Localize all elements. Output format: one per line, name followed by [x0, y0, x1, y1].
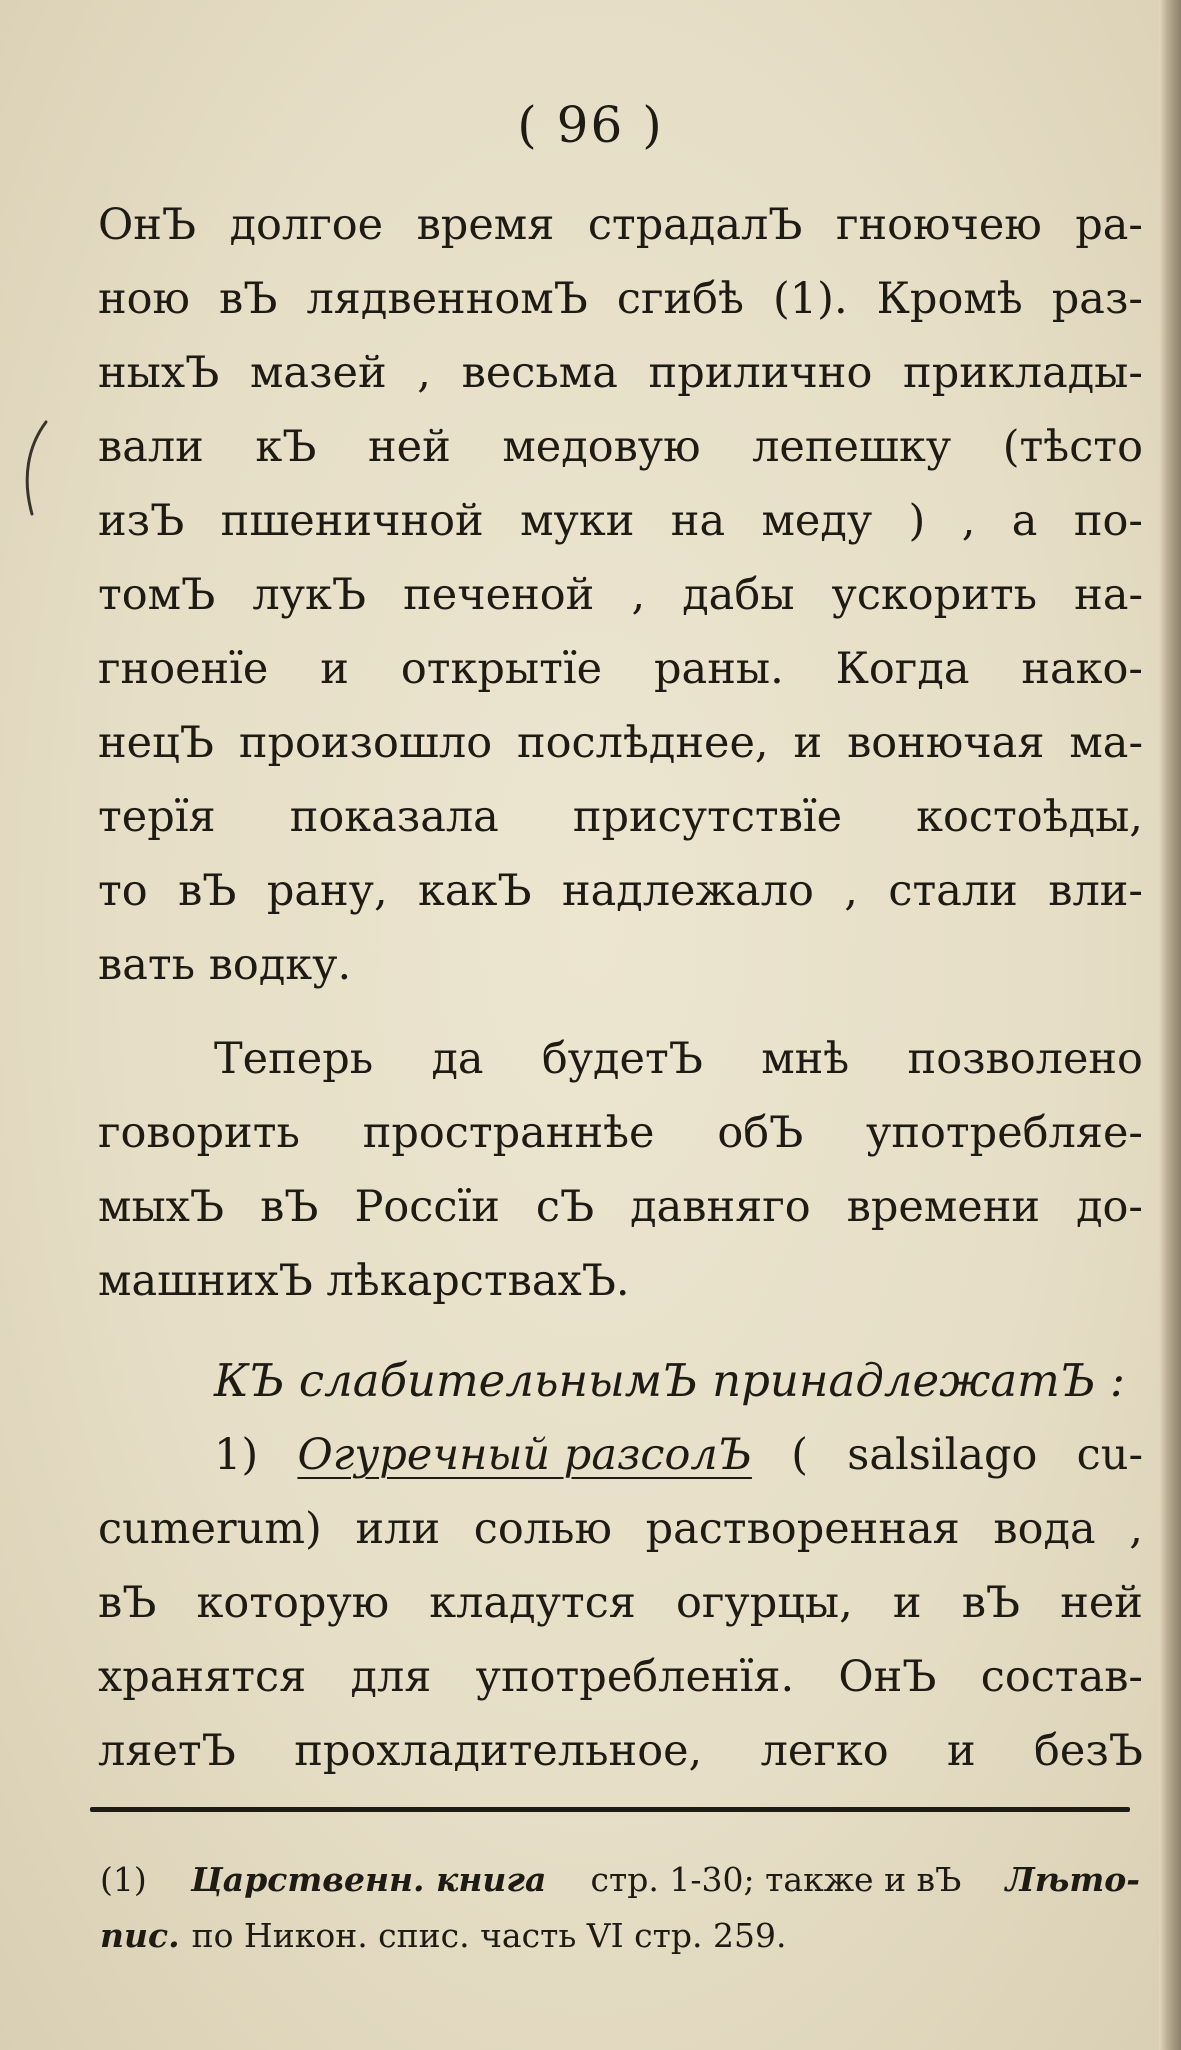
word: муки [520, 496, 635, 546]
word: ною [98, 274, 190, 324]
footnote-source-2b: пис. [100, 1916, 180, 1955]
word: водку. [208, 940, 352, 990]
word: времени [846, 1182, 1041, 1232]
word: cumerum) [98, 1504, 322, 1554]
word: вода [993, 1504, 1096, 1554]
footnote-text-1: стр. 1-30; также и вЪ [590, 1860, 962, 1899]
text-line [98, 262, 1143, 336]
word: Теперь [214, 1034, 374, 1084]
word: на- [1074, 570, 1143, 620]
word: употребленїя. [475, 1652, 795, 1702]
word: нако- [1021, 644, 1143, 694]
word: , [417, 348, 431, 398]
text-line [98, 928, 1143, 1002]
word: ныхЪ [98, 348, 220, 398]
word: (1). [773, 274, 848, 324]
word: раз- [1051, 274, 1143, 324]
word: ускорить [831, 570, 1038, 620]
item-1-first-line [98, 1418, 1143, 1492]
word: то [98, 866, 148, 916]
word: ляетЪ [98, 1726, 236, 1776]
text-line [98, 558, 1143, 632]
text-line [98, 336, 1143, 410]
word: говорить [98, 1108, 300, 1158]
footnote-source-1: Царственн. книга [190, 1860, 547, 1899]
word: печеной [403, 570, 595, 620]
word: костоѣды, [916, 792, 1143, 842]
word: лукЪ [252, 570, 367, 620]
text-line [98, 484, 1143, 558]
footnote-rule [90, 1807, 1130, 1812]
word: а [1011, 496, 1038, 546]
main-text [98, 188, 1143, 1788]
word: какЪ [418, 866, 532, 916]
word: по- [1073, 496, 1143, 546]
footnote [100, 1852, 1140, 1964]
text-line [98, 780, 1143, 854]
word: терїя [98, 792, 216, 842]
footnote-line-1 [100, 1852, 1140, 1908]
word: сгибѣ [616, 274, 744, 324]
word: стали [888, 866, 1018, 916]
paragraph-1 [98, 188, 1143, 1002]
heading-text: КЪ слабительнымЪ принадлежатЪ : [214, 1354, 1126, 1407]
word: пшеничной [220, 496, 484, 546]
word: томЪ [98, 570, 216, 620]
word: рану, [266, 866, 388, 916]
word: ней [368, 422, 451, 472]
text-line [98, 1244, 1143, 1318]
word: кладутся [429, 1578, 636, 1628]
word: , [1129, 1504, 1143, 1554]
word: которую [196, 1578, 390, 1628]
item-1-body [98, 1492, 1143, 1788]
word: дабы [682, 570, 795, 620]
word: вали [98, 422, 204, 472]
text-line [98, 1566, 1143, 1640]
word: ОнЪ [98, 200, 197, 250]
word: открытїе [400, 644, 603, 694]
word: и [320, 644, 349, 694]
word: раны. [654, 644, 784, 694]
word: , [844, 866, 858, 916]
word: медовую [502, 422, 701, 472]
footnote-text-2: по Никон. спис. часть VI стр. 259. [191, 1916, 787, 1955]
word: весьма [461, 348, 618, 398]
text-line [98, 1096, 1143, 1170]
word: да [431, 1034, 484, 1084]
word: ) [908, 496, 926, 546]
word: для [350, 1652, 432, 1702]
word: сЪ [535, 1182, 595, 1232]
item-word: salsilago [847, 1430, 1038, 1480]
word: растворенная [645, 1504, 960, 1554]
word: позволено [907, 1034, 1143, 1084]
word: прилично [648, 348, 873, 398]
word: огурцы, [676, 1578, 853, 1628]
word: лепешку [752, 422, 952, 472]
text-line [98, 706, 1143, 780]
word: долгое [229, 200, 384, 250]
word: кЪ [255, 422, 317, 472]
word: послѣднее, [517, 718, 769, 768]
word: вЪ [961, 1578, 1021, 1628]
footnote-line-2 [100, 1908, 1140, 1964]
word: Кромѣ [876, 274, 1023, 324]
word: вать [98, 940, 196, 990]
word: , [631, 570, 646, 620]
word: вЪ [98, 1578, 157, 1628]
word: (тѣсто [1002, 422, 1143, 472]
word: мнѣ [761, 1034, 850, 1084]
page-edge-shadow [1159, 0, 1181, 2050]
word: вЪ [260, 1182, 319, 1232]
item-title: Огуречный разсолЪ [297, 1430, 752, 1480]
paragraph-2 [98, 1022, 1143, 1318]
word: обЪ [717, 1108, 804, 1158]
text-line [98, 1492, 1143, 1566]
word: на [670, 496, 726, 546]
word: надлежало [561, 866, 814, 916]
word: ра- [1075, 200, 1143, 250]
item-word: ( [791, 1430, 808, 1480]
text-line [98, 188, 1143, 262]
word: страдалЪ [587, 200, 803, 250]
word: нецЪ [98, 718, 214, 768]
word: приклады- [903, 348, 1143, 398]
word: Когда [835, 644, 970, 694]
footnote-marker: (1) [100, 1860, 147, 1899]
word: изЪ [98, 496, 185, 546]
text-line [98, 1640, 1143, 1714]
footnote-source-2a: Лѣто- [1005, 1860, 1140, 1899]
word: хранятся [98, 1652, 307, 1702]
word: вли- [1048, 866, 1143, 916]
word: Россїи [354, 1182, 500, 1232]
word: безЪ [1034, 1726, 1143, 1776]
item-word: cu- [1076, 1430, 1143, 1480]
section-heading [98, 1344, 1143, 1418]
text-line [98, 1022, 1143, 1096]
word: лядвенномЪ [306, 274, 588, 324]
word: лѣкарствахЪ. [326, 1256, 630, 1306]
word: и [793, 718, 823, 768]
word: гноенїе [98, 644, 269, 694]
word: машнихЪ [98, 1256, 313, 1306]
word: вонючая [847, 718, 1045, 768]
word: будетЪ [541, 1034, 703, 1084]
word: легко [760, 1726, 889, 1776]
word: гноючею [835, 200, 1042, 250]
margin-pencil-mark [14, 418, 54, 518]
word: меду [761, 496, 873, 546]
text-line [98, 410, 1143, 484]
word: состав- [980, 1652, 1143, 1702]
text-line [98, 854, 1143, 928]
word: употребляе- [866, 1108, 1143, 1158]
word: ма- [1069, 718, 1143, 768]
word: пространнѣе [362, 1108, 655, 1158]
word: прохладительное, [294, 1726, 703, 1776]
word: или [355, 1504, 441, 1554]
word: мазей [249, 348, 387, 398]
word: и [946, 1726, 976, 1776]
text-line [98, 632, 1143, 706]
text-line [98, 1170, 1143, 1244]
word: ОнЪ [838, 1652, 937, 1702]
word: вЪ [178, 866, 237, 916]
text-line [98, 1714, 1143, 1788]
word: вЪ [219, 274, 278, 324]
page-number: ( 96 ) [517, 96, 664, 154]
word: ней [1060, 1578, 1143, 1628]
word: показала [289, 792, 499, 842]
word: солью [473, 1504, 612, 1554]
word: и [892, 1578, 922, 1628]
word: время [416, 200, 555, 250]
word: давняго [630, 1182, 811, 1232]
word: , [961, 496, 976, 546]
word: произошло [238, 718, 493, 768]
item-number: 1) [214, 1430, 259, 1480]
word: мыхЪ [98, 1182, 225, 1232]
word: присутствїе [572, 792, 843, 842]
word: до- [1076, 1182, 1143, 1232]
